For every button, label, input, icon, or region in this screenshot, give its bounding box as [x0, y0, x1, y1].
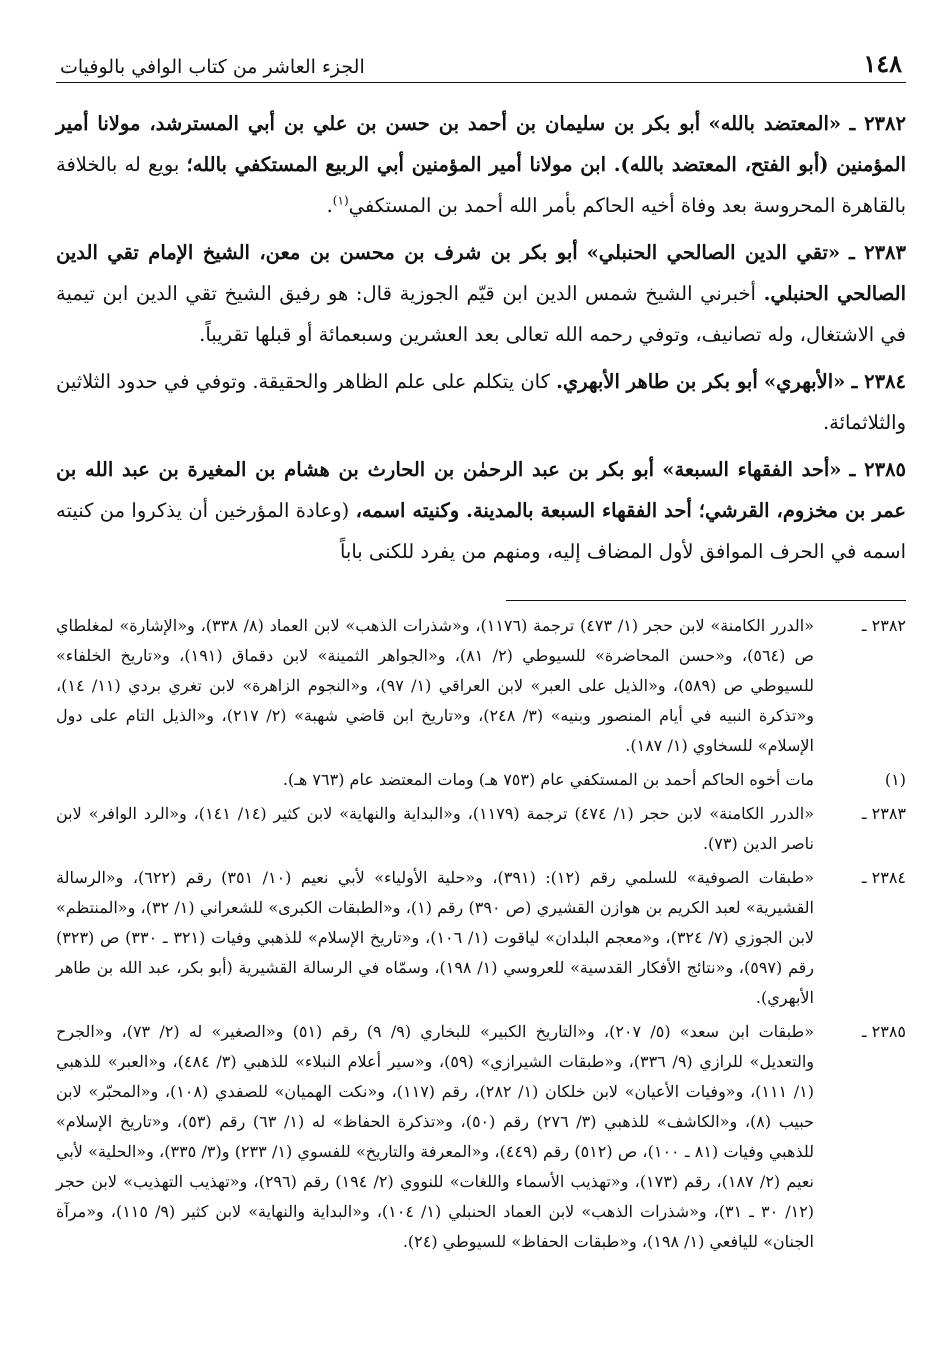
- footnotes: [56, 611, 906, 1257]
- footnote-number: (١): [884, 770, 906, 789]
- footnote-1: [56, 765, 906, 795]
- entry-name: أبو بكر بن شرف بن محسن بن معن، الشيخ الإمام تقي الدين الصالحي الحنبلي.: [56, 241, 906, 305]
- footnote-2385: [56, 1017, 906, 1257]
- entry-number: ٢٣٨٢ ـ: [849, 112, 906, 135]
- entry-number: ٢٣٨٣ ـ: [848, 241, 906, 264]
- footnote-2384: [56, 863, 906, 1013]
- entry-number: ٢٣٨٥ ـ: [849, 458, 907, 481]
- entry-body: بويع له بالخلافة بالقاهرة المحروسة بعد وفاة أخيه الحاكم بأمر الله أحمد بن المستكفي: [56, 153, 906, 217]
- footnote-text: «الدرر الكامنة» لابن حجر (١/ ٤٧٣) ترجمة (١١٧٦)، و«شذرات الذهب» لابن العماد (٨/ ٣٣٨)، و«الإشارة» لمغلطاي ص (٥٦٤)، و«حسن المحاضرة» للسيوطي (٢/ ٨١)، و«الجواهر الثمينة» لابن دقماق (١٩١)، و«تاريخ الخلفاء» للسيوطي ص (٥٨٩)، و«الذيل على العبر» لابن العراقي (١/ ٩٧)، و«النجوم الزاهرة» لابن تغري بردي (١١/ ١٤)، و«تذكرة النبيه في أيام المنصور وبنيه» (٣/ ٢٤٨)، و«تاريخ ابن قاضي شهبة» (٢/ ٢١٧)، و«الذيل التام على دول الإسلام» للسخاوي (١/ ١٨٧).: [56, 616, 815, 755]
- footnote-ref: (١): [332, 193, 349, 208]
- page-header: [56, 34, 906, 83]
- entry-title: «الأبهري»: [763, 370, 846, 393]
- entry-name: أبو بكر بن سليمان بن أحمد بن حسن بن علي بن أبي المسترشد، مولانا أمير المؤمنين (أبو الفتح، المعتضد بالله). ابن مولانا أمير المؤمنين أبي الربيع المستكفي بالله؛: [56, 112, 907, 176]
- entry-body: أخبرني الشيخ شمس الدين ابن قيّم الجوزية قال: هو رفيق الشيخ تقي الدين ابن تيمية في الاشتغال، وله تصانيف، وتوفي رحمه الله تعالى بعد العشرين وسبعمائة أو قبلها تقريباً.: [56, 282, 906, 346]
- footnote-number: ٢٣٨٥ ـ: [861, 1022, 906, 1041]
- entry-2382: [56, 103, 906, 226]
- entry-body: كان يتكلم على علم الظاهر والحقيقة. وتوفي في حدود الثلاثين والثلاثمائة.: [56, 370, 906, 434]
- page-number: ١٤٨: [863, 49, 902, 78]
- entry-number: ٢٣٨٤ ـ: [851, 370, 906, 393]
- footnote-number: ٢٣٨٣ ـ: [861, 804, 906, 823]
- footnote-separator: [506, 600, 906, 601]
- entry-title: «أحد الفقهاء السبعة»: [662, 458, 842, 481]
- running-title: الجزء العاشر من كتاب الوافي بالوفيات: [60, 56, 365, 78]
- entry-2383: [56, 232, 906, 355]
- entry-title: «المعتضد بالله»: [708, 112, 842, 135]
- footnote-text: «الدرر الكامنة» لابن حجر (١/ ٤٧٤) ترجمة (١١٧٩)، و«البداية والنهاية» لابن كثير (١٤/ ١٤١)، و«الرد الوافر» لابن ناصر الدين (٧٣).: [56, 804, 815, 853]
- footnote-number: ٢٣٨٢ ـ: [861, 616, 906, 635]
- entry-2385: [56, 449, 906, 572]
- entry-end: .: [326, 194, 333, 217]
- footnote-2382: [56, 611, 906, 761]
- entry-body: (وعادة المؤرخين أن يذكروا من كنيته اسمه في الحرف الموافق لأول المضاف إليه، ومنهم من يفرد للكنى باباً: [56, 499, 906, 563]
- entry-name: أبو بكر بن طاهر الأبهري.: [556, 370, 758, 393]
- footnote-2383: [56, 799, 906, 859]
- footnote-text: مات أخوه الحاكم أحمد بن المستكفي عام (٧٥٣ هـ) ومات المعتضد عام (٧٦٣ هـ).: [282, 770, 814, 789]
- book-page: [56, 34, 906, 1354]
- entry-title: «تقي الدين الصالحي الحنبلي»: [586, 241, 841, 264]
- footnote-text: «طبقات الصوفية» للسلمي رقم (١٢): (٣٩١)، و«حلية الأولياء» لأبي نعيم (١٠/ ٣٥١) رقم (٦٢٢)، و«الرسالة القشيرية» لعبد الكريم بن هوازن القشيري (ص ٣٩٠) رقم (١)، و«الطبقات الكبرى» للشعراني (١/ ٣٢)، و«المنتظم» لابن الجوزي (٧/ ٣٢٤)، و«معجم البلدان» لياقوت (١/ ١٠٦)، و«تاريخ الإسلام» للذهبي وفيات (٣٢١ ـ ٣٣٠) ص (٣٢٣) رقم (٥٩٧)، و«نتائج الأفكار القدسية» للعروسي (١/ ١٩٨)، وسمّاه في الرسالة القشيرية (أبو بكر، عبد الله بن طاهر الأبهري).: [56, 868, 815, 1007]
- entry-name: أبو بكر بن عبد الرحمٰن بن الحارث بن هشام بن المغيرة بن عبد الله بن عمر بن مخزوم، القرشي؛ أحد الفقهاء السبعة بالمدينة. وكنيته اسمه،: [56, 458, 906, 522]
- footnote-text: «طبقات ابن سعد» (٥/ ٢٠٧)، و«التاريخ الكبير» للبخاري (٩/ ٩) رقم (٥١) و«الصغير» له (٢/ ٧٣)، و«الجرح والتعديل» للرازي (٩/ ٣٣٦)، و«طبقات الشيرازي» (٥٩)، و«سير أعلام النبلاء» للذهبي (٣/ ٤٨٤)، و«العبر» للذهبي (١/ ١١١)، و«وفيات الأعيان» لابن خلكان (١/ ٢٨٢)، رقم (١١٧)، و«نكت الهميان» للصفدي (١٠٨)، و«المحبّر» لابن حبيب (٨)، و«الكاشف» للذهبي (٣/ ٢٧٦) رقم (٥٠)، و«تذكرة الحفاظ» له (١/ ٦٣) رقم (٥٣)، و«تاريخ الإسلام» للذهبي وفيات (٨١ ـ ١٠٠)، ص (٥١٢) رقم (٤٤٩)، و«المعرفة والتاريخ» للفسوي (١/ ٢٣٣) و(٣/ ٣٣٥)، و«الحلية» لأبي نعيم (٢/ ١٨٧)، رقم (١٧٣)، و«تهذيب الأسماء واللغات» للنووي (٢/ ١٩٤) رقم (٢٩٦)، و«تهذيب التهذيب» لابن حجر (١٢/ ٣٠ ـ ٣١)، و«شذرات الذهب» لابن العماد الحنبلي (١/ ١٠٤)، و«البداية والنهاية» لابن كثير (٩/ ١١٥)، و«مرآة الجنان» لليافعي (١/ ١٩٨)، و«طبقات الحفاظ» للسيوطي (٢٤).: [56, 1022, 815, 1251]
- footnote-number: ٢٣٨٤ ـ: [861, 868, 906, 887]
- entry-2384: [56, 361, 906, 443]
- main-text: [56, 103, 906, 572]
